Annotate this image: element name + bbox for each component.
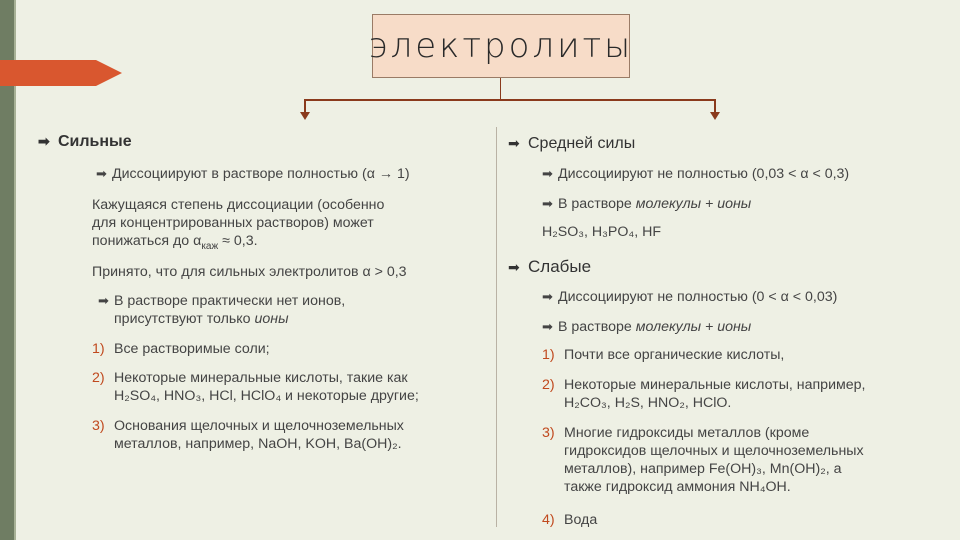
connector-horizontal [304,99,716,101]
strong-paragraph-2: Принято, что для сильных электролитов α > 0,3 [92,264,407,280]
medium-heading: ➡ Средней силы [508,135,636,152]
strong-bullet-1: ➡ Диссоциируют в растворе полностью (α → 1) [96,166,410,182]
weak-heading: ➡ Слабые [508,257,592,276]
right-panel [502,127,954,537]
bullet-icon: ➡ [542,166,553,181]
weak-list-item-4: 4) Вода [542,512,598,528]
arrow-left-icon [300,112,310,120]
bullet-icon: ➡ [96,166,107,181]
bullet-icon: ➡ [508,135,520,151]
bullet-icon: ➡ [508,259,520,275]
connector-left-down [304,99,306,113]
weak-list-item-3: 3) Многие гидроксиды металлов (кроме гидроксидов щелочных и щелочноземельных металлов), например Fe(OH)₃, Mn(OH)₂, а также гидроксид аммония NH₄OH. [542,425,864,495]
bullet-icon: ➡ [542,196,553,211]
medium-bullet-2: ➡ В растворе молекулы + ионы [542,196,752,212]
weak-bullet-1: ➡ Диссоциируют не полностью (0 < α < 0,03) [542,289,838,305]
bullet-icon: ➡ [542,289,553,304]
bullet-icon: ➡ [38,133,50,149]
weak-bullet-2: ➡ В растворе молекулы + ионы [542,319,752,335]
bullet-icon: ➡ [542,319,553,334]
arrow-right-icon [710,112,720,120]
strong-heading: ➡ Сильные [38,133,132,150]
strong-paragraph-1: Кажущаяся степень диссоциации (особенно для концентрированных растворов) может понижаться до $\alpha_{каж} \approx 0,3$. [92,197,385,252]
connector-right-down [714,99,716,113]
medium-bullet-1: ➡ Диссоциируют не полностью (0,03 < α < 0,3) [542,166,850,182]
connector-vertical [500,78,501,99]
accent-band [0,60,96,86]
left-panel [38,127,497,527]
weak-list-item-1: 1) Почти все органические кислоты, [542,347,785,363]
strong-list-item-2: 2) Некоторые минеральные кислоты, такие как H₂SO₄, HNO₃, HCl, HClO₄ и некоторые другие; [92,370,419,404]
medium-formulas: H₂SO₃, H₃PO₄, HF [542,224,662,240]
weak-list-item-2: 2) Некоторые минеральные кислоты, например, H₂CO₃, H₂S, HNO₂, HClO. [542,377,866,411]
slide-title: электролиты [372,14,630,78]
strong-bullet-2: ➡ В растворе практически нет ионов, присутствуют только ионы [98,293,346,327]
strong-list-item-1: 1) Все растворимые соли; [92,341,270,357]
bullet-icon: ➡ [98,293,109,308]
strong-list-item-3: 3) Основания щелочных и щелочноземельных металлов, например, NaOH, KOH, Ba(OH)₂. [92,418,404,452]
